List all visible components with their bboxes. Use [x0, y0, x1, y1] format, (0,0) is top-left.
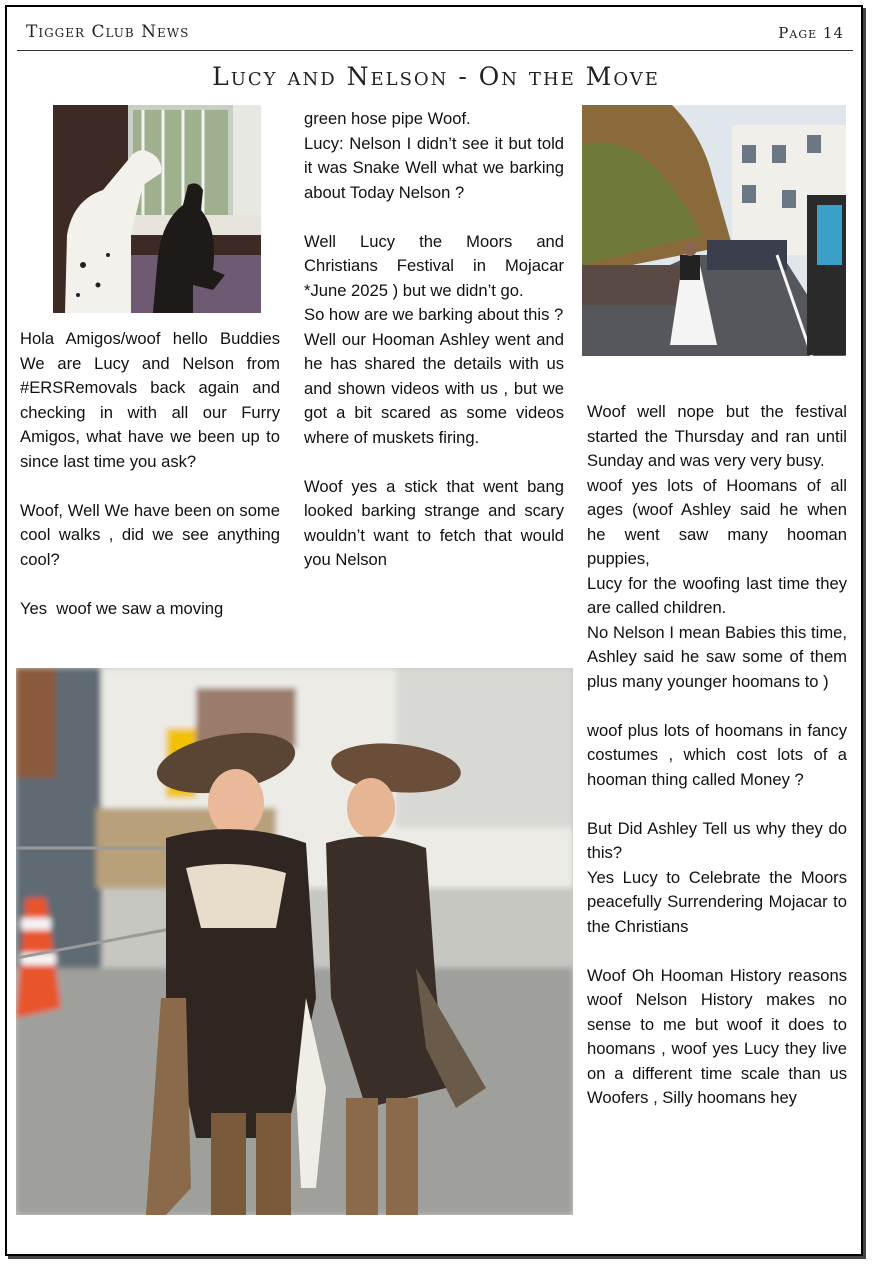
paragraph: woof plus lots of hoomans in fancy costumes , which cost lots of a hooman thing called Money ? [587, 720, 847, 789]
article-column-3 [587, 400, 847, 1111]
paragraph: Woof Oh Hooman History reasons woof Nelson History makes no sense to me but woof it does to hoomans , woof yes Lucy they live on a different time scale than us Woofers , Silly hoomans hey [587, 965, 847, 1107]
article-column-1 [20, 327, 280, 621]
paragraph: Yes woof we saw a moving [20, 598, 224, 618]
page-number: Page 14 [778, 24, 844, 42]
paragraph: Yes Lucy to Celebrate the Moors peacefully Surrendering Mojacar to the Christians [587, 867, 847, 936]
publication-name: Tigger Club News [26, 22, 190, 42]
article-title: Lucy and Nelson - On the Move [212, 62, 660, 91]
paragraph: Woof, Well We have been on some cool walks , did we see anything cool? [20, 500, 280, 569]
paragraph: Woof yes a stick that went bang looked barking strange and scary wouldn’t want to fetch that would you Nelson [304, 476, 564, 569]
paragraph: Hola Amigos/woof hello Buddies We are Lucy and Nelson from #ERSRemovals back again and checking in with all our Furry Amigos, what have we been up to since last time you ask? [20, 329, 280, 471]
festival-parade-photo [582, 105, 846, 356]
paragraph: Well our Hooman Ashley went and he has shared the details with us and shown videos with us , but we got a bit scared as some videos where of muskets firing. [304, 329, 564, 447]
paragraph: Lucy: Nelson I didn’t see it but told it was Snake Well what we barking about Today Nelson ? [304, 133, 564, 202]
pirate-costumes-photo [16, 668, 573, 1215]
paragraph: So how are we barking about this ? [304, 305, 564, 324]
article-column-2 [304, 107, 564, 573]
paragraph: woof yes lots of Hoomans of all ages (woof Ashley said he when he went saw many hooman puppies, [587, 475, 847, 568]
paragraph: Woof well nope but the festival started the Thursday and ran until Sunday and was very very busy. [587, 402, 847, 470]
header-rule [17, 50, 853, 51]
paragraph: Well Lucy the Moors and Christians Festival in Mojacar *June 2025 ) but we didn’t go. [304, 231, 564, 300]
article-column-2-frame [304, 107, 564, 658]
dogs-at-window-photo [53, 105, 261, 313]
paragraph: But Did Ashley Tell us why they do this? [587, 818, 847, 862]
paragraph: No Nelson I mean Babies this time, Ashley said he saw some of them plus many younger hoomans to ) [587, 622, 847, 691]
paragraph: Lucy for the woofing last time they are called children. [587, 573, 847, 617]
paragraph: green hose pipe Woof. [304, 109, 471, 128]
